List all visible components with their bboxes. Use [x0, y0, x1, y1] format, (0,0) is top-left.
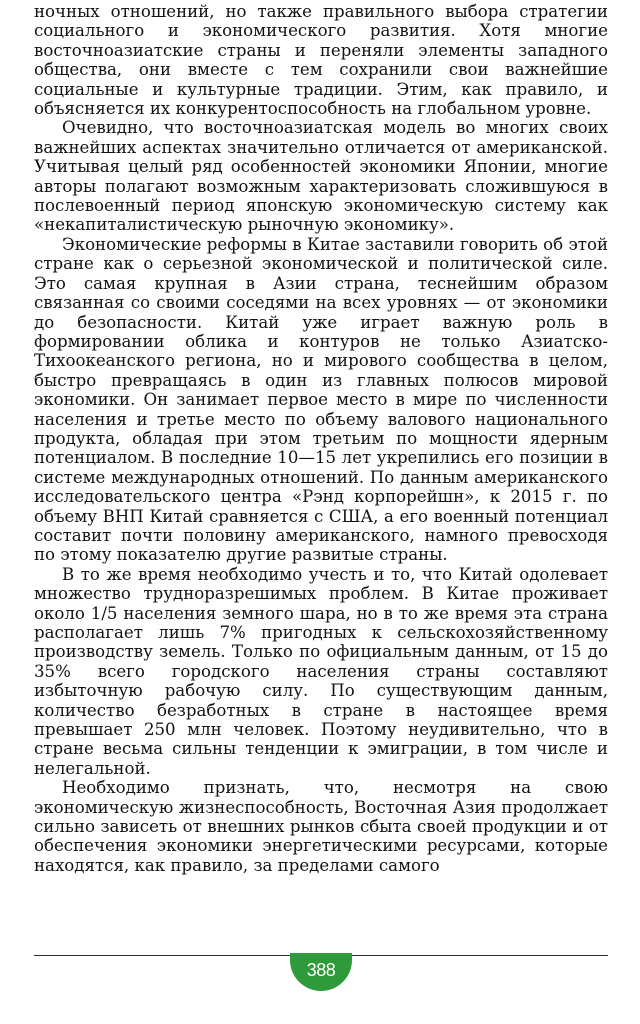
page-number-badge: 388 [290, 953, 352, 991]
paragraph-2: Очевидно, что восточноазиатская модель во многих своих важнейших аспектах значительно отличается от американской. Учитывая целый ряд особенностей экономики Японии, многие авторы полагают возможным характеризовать сложившуюся в послевоенный период японскую экономическую систему как «некапиталистическую рыночную экономику». [34, 118, 608, 235]
paragraph-4: В то же время необходимо учесть и то, что Китай одолевает множество трудноразрешимых проблем. В Китае проживает около 1/5 населения земного шара, но в то же время эта страна располагает лишь 7% пригодных к сельскохозяйственному производству земель. Только по официальным данным, от 15 до 35% всего городского населения страны составляют избыточную рабочую силу. По существующим данным, количество безработных в стране в настоящее время превышает 250 млн человек. Поэтому неудивительно, что в стране весьма сильны тенденции к эмиграции, в том числе и нелегальной. [34, 564, 608, 778]
paragraph-1-continuation: ночных отношений, но также правильного выбора стратегии социального и экономического развития. Хотя многие восточноазиатские страны и переняли элементы западного общества, они вместе с тем сохранили свои важнейшие социальные и культурные традиции. Этим, как правило, и объясняется их конкурентоспособность на глобальном уровне. [34, 2, 608, 119]
body-text [34, 2, 608, 875]
paragraph-3: Экономические реформы в Китае заставили говорить об этой стране как о серьезной экономической и политической силе. Это самая крупная в Азии страна, теснейшим образом связанная со своими соседями на всех уровнях — от экономики до безопасности. Китай уже играет важную роль в формировании облика и контуров не только Азиатско-Тихоокеанского региона, но и мирового сообщества в целом, быстро превращаясь в один из главных полюсов мировой экономики. Он занимает первое место в мире по численности населения и третье место по объему валового национального продукта, обладая при этом третьим по мощности ядерным потенциалом. В последние 10—15 лет укрепились его позиции в системе международных отношений. По данным американского исследовательского центра «Рэнд корпорейшн», к 2015 г. по объему ВНП Китай сравняется с США, а его военный потенциал составит почти половину американского, намного превосходя по этому показателю другие развитые страны. [34, 234, 608, 565]
paragraph-5: Необходимо признать, что, несмотря на свою экономическую жизнеспособность, Восточная Азия продолжает сильно зависеть от внешних рынков сбыта своей продукции и от обеспечения экономики энергетическими ресурсами, которые находятся, как правило, за пределами самого [34, 778, 608, 875]
